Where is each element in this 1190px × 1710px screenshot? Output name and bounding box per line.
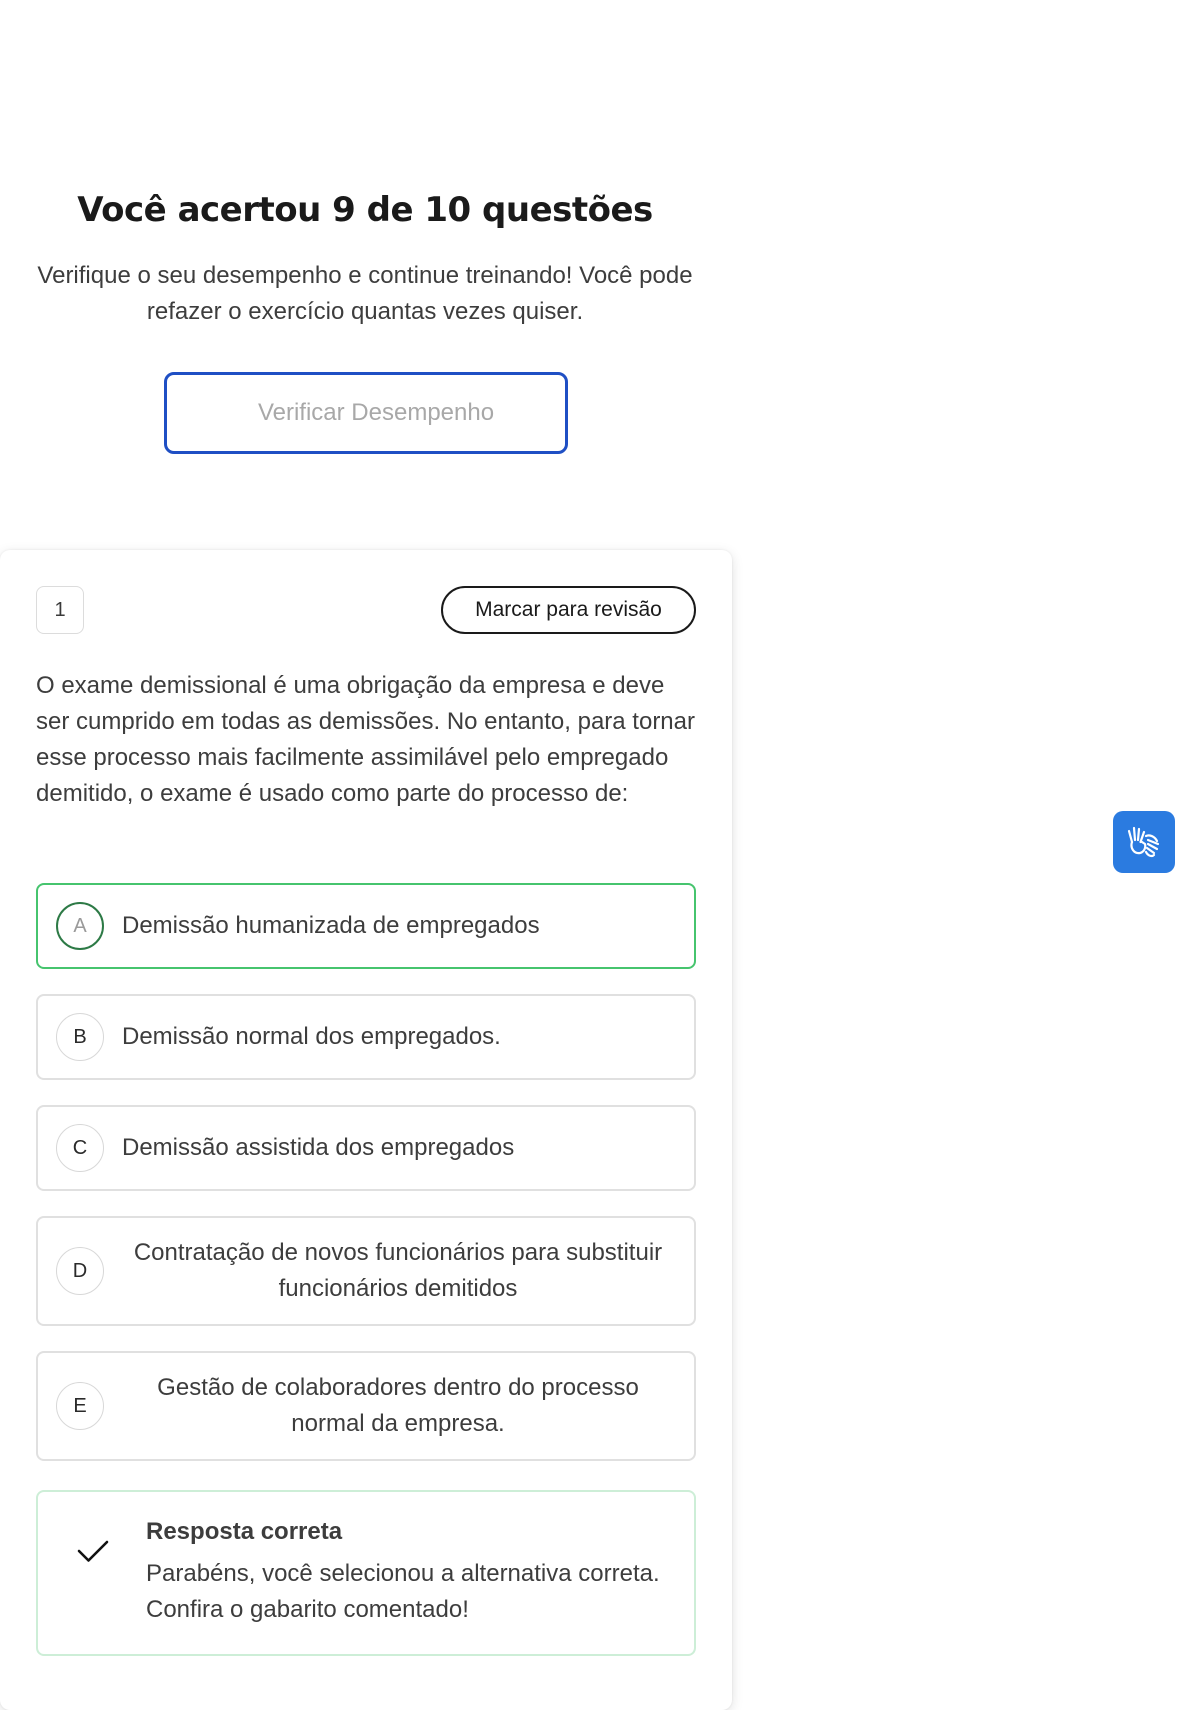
- option-a[interactable]: [36, 883, 696, 969]
- option-letter: B: [56, 1013, 104, 1061]
- feedback-title: Resposta correta: [146, 1518, 343, 1545]
- question-number-badge: 1: [36, 586, 84, 634]
- check-icon: [76, 1534, 110, 1568]
- option-c[interactable]: [36, 1105, 696, 1191]
- result-description: Verifique o seu desempenho e continue treinando! Você pode refazer o exercício quantas vezes quiser.: [37, 262, 693, 325]
- verify-performance-button[interactable]: Verificar Desempenho: [164, 372, 568, 454]
- option-text: Demissão normal dos empregados.: [122, 1023, 501, 1050]
- question-card: [0, 550, 732, 1710]
- option-text: Contratação de novos funcionários para substituir funcionários demitidos: [133, 1239, 663, 1302]
- option-e[interactable]: [36, 1351, 696, 1461]
- sign-language-hands-icon: [1124, 822, 1164, 862]
- answer-feedback: [36, 1490, 696, 1656]
- question-text: O exame demissional é uma obrigação da empresa e deve ser cumprido em todas as demissões. No entanto, para tornar esse processo mais facilmente assimilável pelo empregado demitido, o exame é usado como parte do processo de:: [36, 672, 695, 807]
- mark-for-review-button[interactable]: Marcar para revisão: [441, 586, 696, 634]
- option-letter: A: [56, 902, 104, 950]
- option-letter: E: [56, 1382, 104, 1430]
- option-letter: D: [56, 1247, 104, 1295]
- result-summary: [0, 180, 730, 330]
- sign-language-button[interactable]: [1113, 811, 1175, 873]
- feedback-text: Parabéns, você selecionou a alternativa correta. Confira o gabarito comentado!: [146, 1560, 660, 1623]
- option-text: Demissão assistida dos empregados: [122, 1134, 515, 1161]
- option-d[interactable]: [36, 1216, 696, 1326]
- result-title: Você acertou 9 de 10 questões: [77, 190, 653, 230]
- option-text: Gestão de colaboradores dentro do processo normal da empresa.: [157, 1374, 639, 1437]
- option-letter: C: [56, 1124, 104, 1172]
- option-text: Demissão humanizada de empregados: [122, 912, 540, 939]
- option-b[interactable]: [36, 994, 696, 1080]
